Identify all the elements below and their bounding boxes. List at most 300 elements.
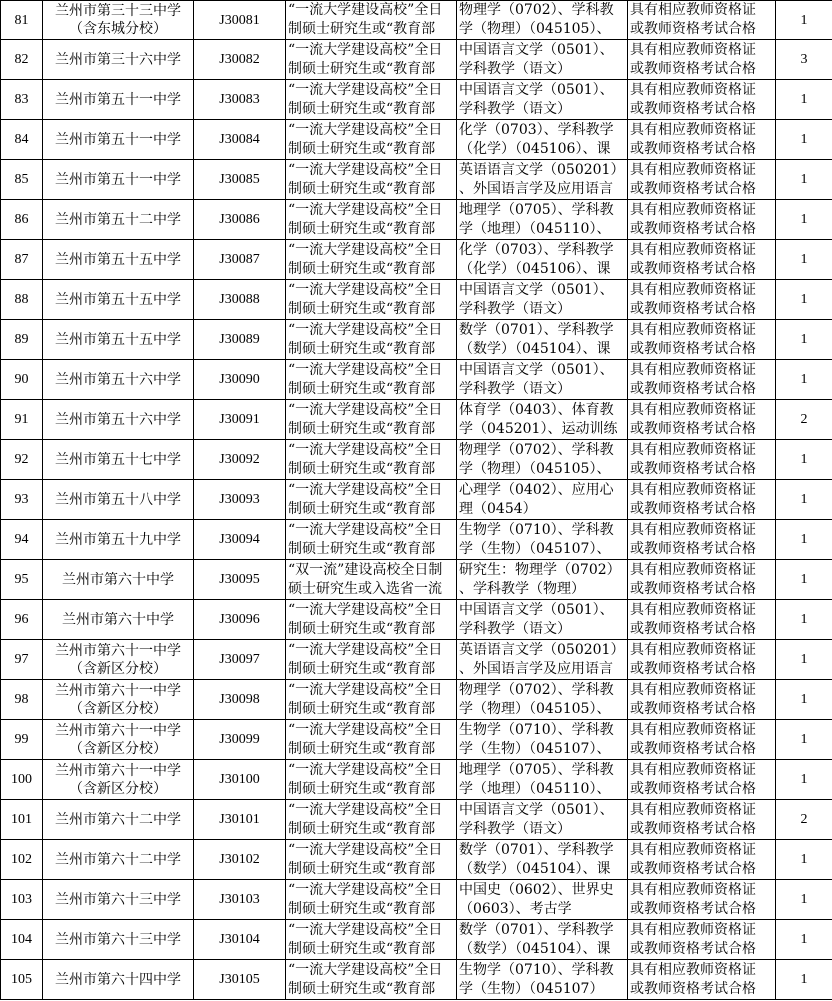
req-line: 制硕士研究生或“教育部 <box>288 260 436 277</box>
school-name <box>43 40 194 80</box>
school-name <box>43 920 194 960</box>
major-line: （数学）（045104）、课 <box>459 340 611 357</box>
position-code: J30092 <box>194 440 286 480</box>
row-number: 99 <box>1 720 43 760</box>
table-row <box>1 600 832 640</box>
req-line: “一流大学建设高校”全日 <box>288 321 443 338</box>
cert-line: 具有相应教师资格证 <box>630 441 756 458</box>
position-code: J30105 <box>194 960 286 1000</box>
position-code: J30087 <box>194 240 286 280</box>
hiring-count: 3 <box>776 40 832 80</box>
certificate-requirement <box>628 720 776 760</box>
major-requirement <box>457 920 628 960</box>
education-requirement <box>286 320 457 360</box>
cert-line: 具有相应教师资格证 <box>630 2 756 18</box>
row-number: 93 <box>1 480 43 520</box>
req-line: “一流大学建设高校”全日 <box>288 281 443 298</box>
hiring-count: 1 <box>776 360 832 400</box>
school-line: 兰州市第五十二中学 <box>55 211 181 228</box>
cert-line: 或教师资格考试合格 <box>630 700 756 717</box>
education-requirement <box>286 920 457 960</box>
school-name <box>43 320 194 360</box>
row-number: 87 <box>1 240 43 280</box>
school-name <box>43 240 194 280</box>
education-requirement <box>286 160 457 200</box>
major-requirement <box>457 600 628 640</box>
certificate-requirement <box>628 320 776 360</box>
cert-line: 具有相应教师资格证 <box>630 881 756 898</box>
school-line: （含新区分校） <box>69 780 167 797</box>
school-line: 兰州市第五十七中学 <box>55 451 181 468</box>
req-line: 硕士研究生或入选省一流 <box>288 580 442 597</box>
major-requirement <box>457 1 628 40</box>
hiring-count: 1 <box>776 760 832 800</box>
cert-line: 具有相应教师资格证 <box>630 721 756 738</box>
hiring-count: 1 <box>776 160 832 200</box>
school-line: 兰州市第六十一中学 <box>55 682 181 699</box>
hiring-count: 1 <box>776 600 832 640</box>
hiring-count: 1 <box>776 640 832 680</box>
school-line: 兰州市第五十五中学 <box>55 291 181 308</box>
row-number: 97 <box>1 640 43 680</box>
cert-line: 或教师资格考试合格 <box>630 380 756 397</box>
major-line: 学科教学（语文） <box>459 620 571 637</box>
table-row <box>1 720 832 760</box>
major-requirement <box>457 960 628 1000</box>
cert-line: 具有相应教师资格证 <box>630 961 756 978</box>
major-line: 学（地理）（045110）、 <box>459 220 611 237</box>
school-line: 兰州市第六十一中学 <box>55 722 181 739</box>
cert-line: 或教师资格考试合格 <box>630 540 756 557</box>
row-number: 102 <box>1 840 43 880</box>
table-row <box>1 160 832 200</box>
req-line: “一流大学建设高校”全日 <box>288 241 443 258</box>
position-code: J30083 <box>194 80 286 120</box>
major-line: 学科教学（语文） <box>459 300 571 317</box>
school-line: 兰州市第五十一中学 <box>55 131 181 148</box>
cert-line: 具有相应教师资格证 <box>630 201 756 218</box>
cert-line: 具有相应教师资格证 <box>630 241 756 258</box>
major-line: 、外国语言学及应用语言 <box>459 180 613 197</box>
certificate-requirement <box>628 80 776 120</box>
major-line: （化学）（045106）、课 <box>459 140 611 157</box>
req-line: “一流大学建设高校”全日 <box>288 361 443 378</box>
education-requirement <box>286 960 457 1000</box>
major-line: 中国语言文学（0501）、 <box>459 81 614 98</box>
major-requirement <box>457 320 628 360</box>
education-requirement <box>286 240 457 280</box>
certificate-requirement <box>628 640 776 680</box>
school-line: 兰州市第五十六中学 <box>55 371 181 388</box>
table-row <box>1 480 832 520</box>
school-name <box>43 1 194 40</box>
certificate-requirement <box>628 480 776 520</box>
education-requirement <box>286 760 457 800</box>
cert-line: 具有相应教师资格证 <box>630 681 756 698</box>
req-line: “一流大学建设高校”全日 <box>288 121 443 138</box>
req-line: 制硕士研究生或“教育部 <box>288 660 436 677</box>
req-line: 制硕士研究生或“教育部 <box>288 980 436 997</box>
certificate-requirement <box>628 200 776 240</box>
certificate-requirement <box>628 360 776 400</box>
major-line: （数学）（045104）、课 <box>459 860 611 877</box>
school-line: （含新区分校） <box>69 660 167 677</box>
school-line: 兰州市第五十一中学 <box>55 91 181 108</box>
position-code: J30089 <box>194 320 286 360</box>
cert-line: 具有相应教师资格证 <box>630 801 756 818</box>
req-line: 制硕士研究生或“教育部 <box>288 300 436 317</box>
hiring-count: 1 <box>776 1 832 40</box>
school-name <box>43 560 194 600</box>
req-line: “一流大学建设高校”全日 <box>288 841 443 858</box>
req-line: “一流大学建设高校”全日 <box>288 41 443 58</box>
major-requirement <box>457 360 628 400</box>
cert-line: 具有相应教师资格证 <box>630 281 756 298</box>
school-line: （含东城分校） <box>69 21 167 37</box>
req-line: 制硕士研究生或“教育部 <box>288 180 436 197</box>
row-number: 81 <box>1 1 43 40</box>
position-code: J30090 <box>194 360 286 400</box>
major-line: 体育学（0403）、体育教 <box>459 401 614 418</box>
major-line: 学（物理）（045105）、 <box>459 460 611 477</box>
req-line: “一流大学建设高校”全日 <box>288 521 443 538</box>
cert-line: 具有相应教师资格证 <box>630 561 756 578</box>
major-line: 物理学（0702）、学科教 <box>459 681 614 698</box>
req-line: “一流大学建设高校”全日 <box>288 761 443 778</box>
cert-line: 或教师资格考试合格 <box>630 900 756 917</box>
req-line: 制硕士研究生或“教育部 <box>288 60 436 77</box>
school-name <box>43 600 194 640</box>
req-line: 制硕士研究生或“教育部 <box>288 21 436 37</box>
position-code: J30101 <box>194 800 286 840</box>
major-line: 研究生：物理学（0702） <box>459 561 621 578</box>
school-name <box>43 880 194 920</box>
position-code: J30097 <box>194 640 286 680</box>
position-code: J30099 <box>194 720 286 760</box>
major-requirement <box>457 200 628 240</box>
table-row <box>1 880 832 920</box>
major-requirement <box>457 640 628 680</box>
certificate-requirement <box>628 40 776 80</box>
school-name <box>43 480 194 520</box>
hiring-count: 1 <box>776 80 832 120</box>
position-code: J30102 <box>194 840 286 880</box>
hiring-count: 1 <box>776 440 832 480</box>
req-line: 制硕士研究生或“教育部 <box>288 820 436 837</box>
req-line: 制硕士研究生或“教育部 <box>288 220 436 237</box>
cert-line: 或教师资格考试合格 <box>630 100 756 117</box>
row-number: 86 <box>1 200 43 240</box>
education-requirement <box>286 1 457 40</box>
cert-line: 或教师资格考试合格 <box>630 860 756 877</box>
major-line: 、学科教学（物理） <box>459 580 585 597</box>
cert-line: 或教师资格考试合格 <box>630 580 756 597</box>
cert-line: 具有相应教师资格证 <box>630 41 756 58</box>
major-line: 学科教学（语文） <box>459 100 571 117</box>
req-line: “一流大学建设高校”全日 <box>288 601 443 618</box>
cert-line: 或教师资格考试合格 <box>630 60 756 77</box>
major-line: 物理学（0702）、学科教 <box>459 2 614 18</box>
req-line: “一流大学建设高校”全日 <box>288 961 443 978</box>
table-body <box>1 1 832 1000</box>
certificate-requirement <box>628 960 776 1000</box>
position-code: J30091 <box>194 400 286 440</box>
req-line: “一流大学建设高校”全日 <box>288 641 443 658</box>
table-row <box>1 360 832 400</box>
hiring-count: 1 <box>776 840 832 880</box>
position-code: J30086 <box>194 200 286 240</box>
education-requirement <box>286 520 457 560</box>
cert-line: 或教师资格考试合格 <box>630 940 756 957</box>
major-line: 学（地理）（045110）、 <box>459 780 611 797</box>
school-name <box>43 800 194 840</box>
req-line: 制硕士研究生或“教育部 <box>288 740 436 757</box>
cert-line: 具有相应教师资格证 <box>630 161 756 178</box>
school-name <box>43 760 194 800</box>
row-number: 83 <box>1 80 43 120</box>
major-line: 生物学（0710）、学科教 <box>459 961 614 978</box>
req-line: “一流大学建设高校”全日 <box>288 81 443 98</box>
row-number: 96 <box>1 600 43 640</box>
major-line: 中国语言文学（0501）、 <box>459 41 614 58</box>
major-line: 学（生物）（045107） <box>459 980 604 997</box>
major-line: 学（045201）、运动训练 <box>459 420 618 437</box>
school-name <box>43 680 194 720</box>
school-line: 兰州市第六十二中学 <box>55 811 181 828</box>
table-row <box>1 280 832 320</box>
certificate-requirement <box>628 880 776 920</box>
major-line: （0603）、考古学 <box>459 900 572 917</box>
position-code: J30081 <box>194 1 286 40</box>
table-row <box>1 400 832 440</box>
cert-line: 具有相应教师资格证 <box>630 921 756 938</box>
school-line: 兰州市第五十五中学 <box>55 251 181 268</box>
cert-line: 或教师资格考试合格 <box>630 140 756 157</box>
major-line: 理（0454） <box>459 500 537 517</box>
major-requirement <box>457 280 628 320</box>
cert-line: 具有相应教师资格证 <box>630 121 756 138</box>
school-name <box>43 80 194 120</box>
major-line: 、外国语言学及应用语言 <box>459 660 613 677</box>
certificate-requirement <box>628 560 776 600</box>
req-line: 制硕士研究生或“教育部 <box>288 460 436 477</box>
table-row <box>1 960 832 1000</box>
position-code: J30095 <box>194 560 286 600</box>
major-line: 学（生物）（045107）、 <box>459 740 611 757</box>
school-name <box>43 200 194 240</box>
row-number: 101 <box>1 800 43 840</box>
school-line: 兰州市第六十中学 <box>62 571 174 588</box>
table-row <box>1 800 832 840</box>
hiring-count: 2 <box>776 800 832 840</box>
cert-line: 或教师资格考试合格 <box>630 340 756 357</box>
position-code: J30096 <box>194 600 286 640</box>
school-line: 兰州市第六十一中学 <box>55 762 181 779</box>
req-line: “一流大学建设高校”全日 <box>288 401 443 418</box>
major-line: 学（物理）（045105）、 <box>459 700 611 717</box>
row-number: 88 <box>1 280 43 320</box>
school-line: 兰州市第六十三中学 <box>55 931 181 948</box>
row-number: 91 <box>1 400 43 440</box>
cert-line: 或教师资格考试合格 <box>630 620 756 637</box>
req-line: 制硕士研究生或“教育部 <box>288 900 436 917</box>
cert-line: 具有相应教师资格证 <box>630 761 756 778</box>
school-line: （含新区分校） <box>69 700 167 717</box>
school-name <box>43 640 194 680</box>
school-line: 兰州市第五十六中学 <box>55 411 181 428</box>
certificate-requirement <box>628 120 776 160</box>
hiring-count: 1 <box>776 280 832 320</box>
req-line: 制硕士研究生或“教育部 <box>288 380 436 397</box>
position-code: J30082 <box>194 40 286 80</box>
row-number: 92 <box>1 440 43 480</box>
cert-line: 具有相应教师资格证 <box>630 641 756 658</box>
school-line: 兰州市第六十中学 <box>62 611 174 628</box>
cert-line: 或教师资格考试合格 <box>630 980 756 997</box>
table-row <box>1 640 832 680</box>
education-requirement <box>286 640 457 680</box>
major-line: 学科教学（语文） <box>459 380 571 397</box>
cert-line: 或教师资格考试合格 <box>630 660 756 677</box>
major-line: 数学（0701）、学科教学 <box>459 921 614 938</box>
certificate-requirement <box>628 920 776 960</box>
major-requirement <box>457 480 628 520</box>
hiring-count: 1 <box>776 960 832 1000</box>
major-requirement <box>457 520 628 560</box>
major-line: 中国语言文学（0501）、 <box>459 361 614 378</box>
cert-line: 或教师资格考试合格 <box>630 220 756 237</box>
major-line: 中国史（0602）、世界史 <box>459 881 614 898</box>
row-number: 98 <box>1 680 43 720</box>
position-code: J30103 <box>194 880 286 920</box>
hiring-count: 1 <box>776 680 832 720</box>
school-name <box>43 440 194 480</box>
req-line: 制硕士研究生或“教育部 <box>288 620 436 637</box>
position-code: J30094 <box>194 520 286 560</box>
hiring-count: 1 <box>776 200 832 240</box>
school-name <box>43 120 194 160</box>
cert-line: 具有相应教师资格证 <box>630 321 756 338</box>
req-line: “一流大学建设高校”全日 <box>288 161 443 178</box>
cert-line: 具有相应教师资格证 <box>630 81 756 98</box>
req-line: 制硕士研究生或“教育部 <box>288 420 436 437</box>
school-line: 兰州市第五十九中学 <box>55 531 181 548</box>
major-requirement <box>457 880 628 920</box>
row-number: 105 <box>1 960 43 1000</box>
certificate-requirement <box>628 800 776 840</box>
req-line: 制硕士研究生或“教育部 <box>288 100 436 117</box>
education-requirement <box>286 480 457 520</box>
major-requirement <box>457 400 628 440</box>
cert-line: 或教师资格考试合格 <box>630 500 756 517</box>
certificate-requirement <box>628 160 776 200</box>
education-requirement <box>286 880 457 920</box>
school-name <box>43 840 194 880</box>
req-line: “一流大学建设高校”全日 <box>288 201 443 218</box>
major-line: 地理学（0705）、学科教 <box>459 201 614 218</box>
table-row <box>1 320 832 360</box>
school-name <box>43 280 194 320</box>
hiring-count: 1 <box>776 560 832 600</box>
certificate-requirement <box>628 240 776 280</box>
table-row <box>1 200 832 240</box>
req-line: “一流大学建设高校”全日 <box>288 481 443 498</box>
table-row <box>1 840 832 880</box>
position-code: J30088 <box>194 280 286 320</box>
position-code: J30098 <box>194 680 286 720</box>
cert-line: 或教师资格考试合格 <box>630 260 756 277</box>
table-row <box>1 1 832 40</box>
cert-line: 或教师资格考试合格 <box>630 300 756 317</box>
req-line: “一流大学建设高校”全日 <box>288 801 443 818</box>
cert-line: 或教师资格考试合格 <box>630 180 756 197</box>
major-line: （数学）（045104）、课 <box>459 940 611 957</box>
education-requirement <box>286 720 457 760</box>
major-requirement <box>457 440 628 480</box>
school-line: 兰州市第六十三中学 <box>55 891 181 908</box>
req-line: 制硕士研究生或“教育部 <box>288 500 436 517</box>
hiring-count: 1 <box>776 920 832 960</box>
hiring-count: 1 <box>776 880 832 920</box>
major-line: 生物学（0710）、学科教 <box>459 721 614 738</box>
major-requirement <box>457 840 628 880</box>
cert-line: 具有相应教师资格证 <box>630 481 756 498</box>
major-line: 地理学（0705）、学科教 <box>459 761 614 778</box>
school-name <box>43 400 194 440</box>
major-requirement <box>457 120 628 160</box>
position-code: J30093 <box>194 480 286 520</box>
row-number: 104 <box>1 920 43 960</box>
row-number: 103 <box>1 880 43 920</box>
table-row <box>1 240 832 280</box>
school-name <box>43 360 194 400</box>
req-line: 制硕士研究生或“教育部 <box>288 140 436 157</box>
table-row <box>1 680 832 720</box>
education-requirement <box>286 560 457 600</box>
cert-line: 或教师资格考试合格 <box>630 460 756 477</box>
hiring-count: 1 <box>776 520 832 560</box>
school-line: 兰州市第六十一中学 <box>55 642 181 659</box>
table-row <box>1 80 832 120</box>
major-requirement <box>457 80 628 120</box>
school-line: （含新区分校） <box>69 740 167 757</box>
certificate-requirement <box>628 280 776 320</box>
row-number: 85 <box>1 160 43 200</box>
row-number: 95 <box>1 560 43 600</box>
major-line: 生物学（0710）、学科教 <box>459 521 614 538</box>
major-line: 数学（0701）、学科教学 <box>459 841 614 858</box>
hiring-count: 1 <box>776 720 832 760</box>
certificate-requirement <box>628 520 776 560</box>
major-line: 学（生物）（045107）、 <box>459 540 611 557</box>
req-line: “一流大学建设高校”全日 <box>288 921 443 938</box>
row-number: 89 <box>1 320 43 360</box>
hiring-count: 1 <box>776 120 832 160</box>
major-requirement <box>457 760 628 800</box>
major-line: 心理学（0402）、应用心 <box>459 481 614 498</box>
cert-line: 或教师资格考试合格 <box>630 820 756 837</box>
certificate-requirement <box>628 600 776 640</box>
row-number: 82 <box>1 40 43 80</box>
req-line: 制硕士研究生或“教育部 <box>288 780 436 797</box>
position-code: J30085 <box>194 160 286 200</box>
cert-line: 或教师资格考试合格 <box>630 420 756 437</box>
table-row <box>1 120 832 160</box>
req-line: “一流大学建设高校”全日 <box>288 881 443 898</box>
position-code: J30104 <box>194 920 286 960</box>
education-requirement <box>286 40 457 80</box>
school-line: 兰州市第三十六中学 <box>55 51 181 68</box>
